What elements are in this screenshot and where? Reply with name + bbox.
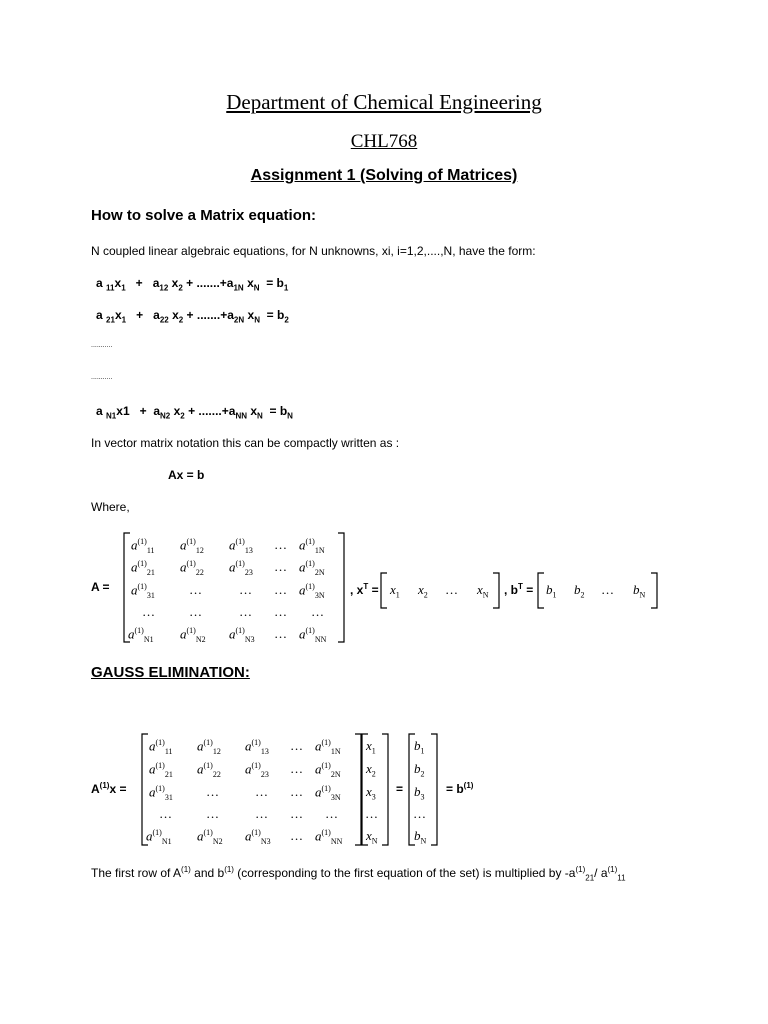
matrix-a-cell: $a^{(1)}_{31}$: [131, 582, 155, 600]
gauss-matrix-cell: $a^{(1)}_{3N}$: [315, 784, 341, 802]
matrix-a-cell: …: [275, 559, 287, 574]
gauss-b-entry: $b_2$: [414, 761, 425, 779]
matrix-a-cell: $a^{(1)}_{N2}$: [180, 626, 206, 644]
matrix-a-cell: …: [312, 604, 324, 619]
gauss-matrix-cell: …: [160, 806, 172, 821]
xt-entry: …: [446, 582, 458, 597]
course-code: CHL768: [350, 131, 418, 152]
gauss-matrix-cell: $a^{(1)}_{N1}$: [146, 828, 172, 846]
section-heading-gauss: GAUSS ELIMINATION:: [91, 664, 250, 681]
gauss-matrix-cell: …: [291, 828, 303, 843]
gauss-rhs-label: = $b^{(1)}$: [446, 781, 474, 796]
equation-row-n: a $_{N1}$x1 + $a_{N2}$ $x_2 + .......+a_{NN}$ $x_N = b_N$: [96, 404, 293, 421]
matrix-a-cell: …: [275, 537, 287, 552]
gauss-matrix-cell: $a^{(1)}_{13}$: [245, 738, 269, 756]
matrix-a-cell: $a^{(1)}_{22}$: [180, 559, 204, 577]
equation-row-1: a $_{11}x_1$ + $a_{12}$ $x_2 + .......+a_{1N}$ $x_N = b_1$: [96, 276, 289, 293]
gauss-first-row-sentence: The first row of $A^{(1)}$ and $b^{(1)}$ (corresponding to the first equation of the set) is multiplied by $-a^{(1)}_{21}/$ $a^{(1)}_{11}$: [91, 865, 626, 883]
gauss-b-entry: $b_1$: [414, 738, 425, 756]
matrix-a-cell: $a^{(1)}_{3N}$: [299, 582, 325, 600]
section-heading-matrix-equation: How to solve a Matrix equation:: [91, 207, 317, 224]
gauss-matrix-cell: $a^{(1)}_{2N}$: [315, 761, 341, 779]
gauss-lhs-label: $A^{(1)}x$ =: [91, 781, 127, 796]
matrix-a-cell: …: [275, 582, 287, 597]
matrix-a-cell: $a^{(1)}_{2N}$: [299, 559, 325, 577]
bt-entry: $b_1$: [546, 582, 557, 600]
gauss-b-entry: $b_3$: [414, 784, 425, 802]
gauss-matrix-cell: $a^{(1)}_{23}$: [245, 761, 269, 779]
equation-row-2: a $_{21}x_1$ + $a_{22}$ $x_2 + .......+a_{2N}$ $x_N = b_2$: [96, 308, 289, 325]
gauss-matrix-cell: …: [256, 784, 268, 799]
matrix-a-cell: $a^{(1)}_{N3}$: [229, 626, 255, 644]
matrix-a-cell: …: [275, 604, 287, 619]
xt-label: , $x^T$ =: [350, 582, 379, 597]
gauss-x-entry: $x_1$: [366, 738, 376, 756]
matrix-a-cell: $a^{(1)}_{N1}$: [128, 626, 154, 644]
gauss-matrix-cell: …: [207, 806, 219, 821]
gauss-matrix-cell: …: [256, 806, 268, 821]
matrix-a-cell: $a^{(1)}_{23}$: [229, 559, 253, 577]
dots-line-1: ...........: [91, 342, 113, 349]
gauss-matrix-cell: $a^{(1)}_{21}$: [149, 761, 173, 779]
gauss-x-entry: $x_2$: [366, 761, 376, 779]
gauss-x-entry: …: [366, 806, 378, 821]
gauss-equals: =: [396, 782, 404, 796]
gauss-matrix-cell: $a^{(1)}_{1N}$: [315, 738, 341, 756]
matrix-a-cell: $a^{(1)}_{13}$: [229, 537, 253, 555]
matrix-a-cell: $a^{(1)}_{NN}$: [299, 626, 327, 644]
matrix-a-cell: $a^{(1)}_{1N}$: [299, 537, 325, 555]
gauss-matrix-cell: $a^{(1)}_{12}$: [197, 738, 221, 756]
gauss-matrix-cell: …: [291, 806, 303, 821]
dots-line-2: ...........: [91, 374, 113, 381]
compact-equation: Ax = b: [168, 468, 205, 482]
xt-entry: $x_1$: [390, 582, 400, 600]
bt-entry: $b_N$: [633, 582, 646, 600]
matrix-a-cell: …: [190, 604, 202, 619]
gauss-matrix-cell: …: [291, 738, 303, 753]
gauss-matrix-cell: …: [291, 761, 303, 776]
matrix-a-cell: …: [275, 626, 287, 641]
intro-text: N coupled linear algebraic equations, for N unknowns, xi, i=1,2,....,N, have the form:: [91, 244, 536, 258]
gauss-matrix-cell: $a^{(1)}_{N2}$: [197, 828, 223, 846]
department-title: Department of Chemical Engineering: [226, 90, 542, 114]
gauss-matrix-cell: …: [291, 784, 303, 799]
bt-label: , $b^T$ =: [504, 582, 534, 597]
gauss-b-entry: …: [414, 806, 426, 821]
matrix-a-cell: …: [240, 604, 252, 619]
matrix-a-cell: $a^{(1)}_{11}$: [131, 537, 155, 555]
gauss-matrix-cell: $a^{(1)}_{22}$: [197, 761, 221, 779]
gauss-matrix-cell: $a^{(1)}_{31}$: [149, 784, 173, 802]
matrix-a-cell: …: [240, 582, 252, 597]
where-label: Where,: [91, 500, 130, 514]
bt-entry: $b_2$: [574, 582, 585, 600]
assignment-title: Assignment 1 (Solving of Matrices): [250, 167, 518, 184]
xt-entry: $x_N$: [477, 582, 489, 600]
matrix-a-cell: $a^{(1)}_{12}$: [180, 537, 204, 555]
matrix-a-cell: $a^{(1)}_{21}$: [131, 559, 155, 577]
gauss-matrix-cell: …: [207, 784, 219, 799]
gauss-x-entry: $x_3$: [366, 784, 376, 802]
matrix-a-cell: …: [190, 582, 202, 597]
gauss-x-entry: $x_N$: [366, 828, 378, 846]
gauss-b-entry: $b_N$: [414, 828, 427, 846]
xt-entry: $x_2$: [418, 582, 428, 600]
gauss-matrix-cell: $a^{(1)}_{11}$: [149, 738, 173, 756]
matrix-a-cell: …: [143, 604, 155, 619]
vector-notation-text: In vector matrix notation this can be compactly written as :: [91, 436, 400, 450]
gauss-matrix-cell: $a^{(1)}_{NN}$: [315, 828, 343, 846]
gauss-matrix-cell: $a^{(1)}_{N3}$: [245, 828, 271, 846]
bt-entry: …: [602, 582, 614, 597]
matrix-a-label: A =: [91, 580, 110, 594]
gauss-matrix-cell: …: [326, 806, 338, 821]
